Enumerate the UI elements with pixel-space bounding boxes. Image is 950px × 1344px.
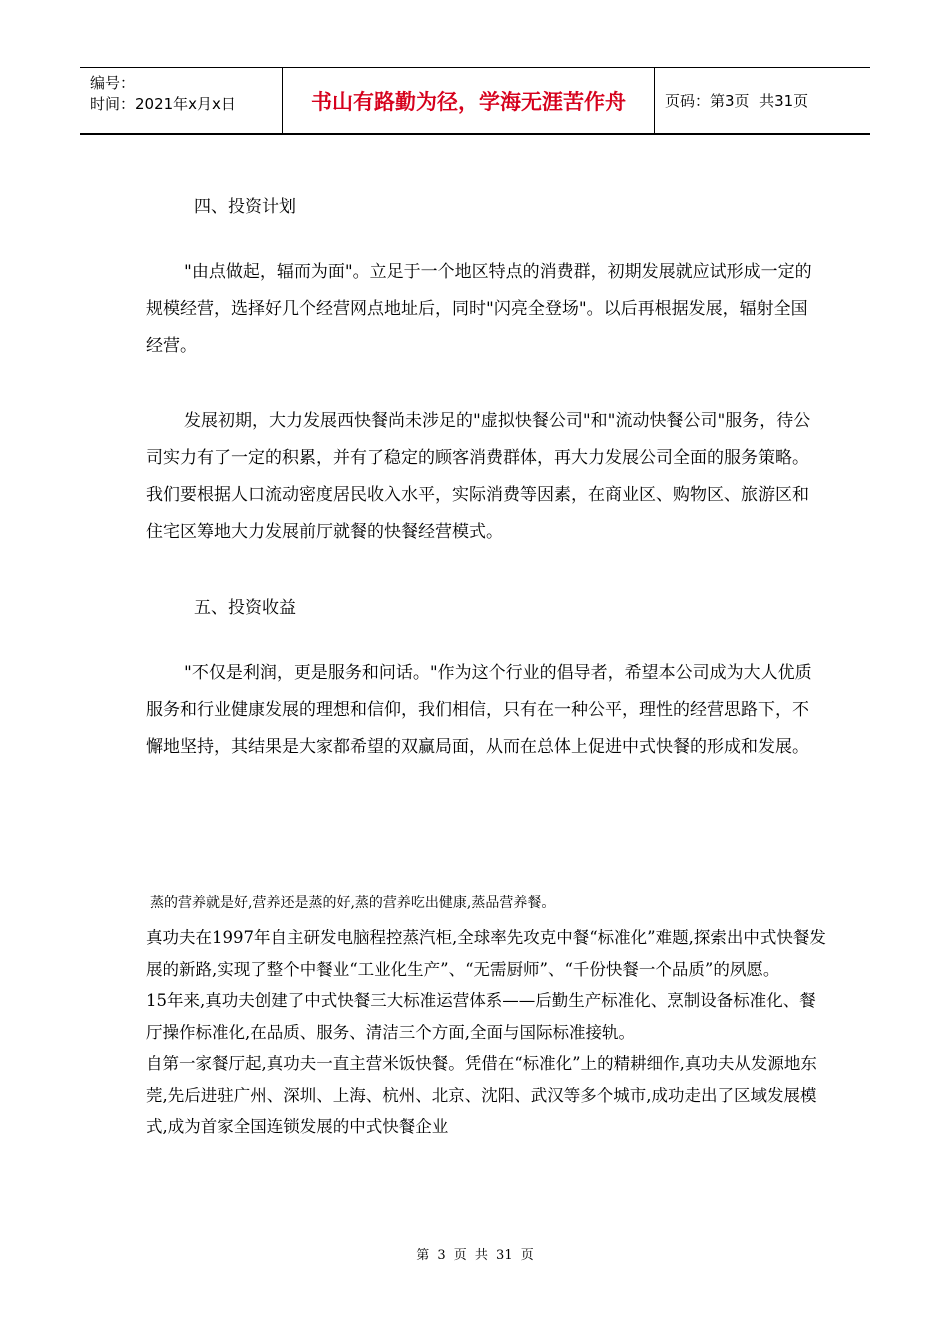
paragraph: "由点做起，辐而为面"。立足于一个地区特点的消费群，初期发展就应试形成一定的规模经营，选择好几个经营网点地址后，同时"闪亮全登场"。以后再根据发展，辐射全国经营。: [146, 262, 812, 356]
slogan-text: 蒸的营养就是好,营养还是蒸的好,蒸的营养吃出健康,蒸品营养餐。: [150, 895, 556, 911]
doc-number-label: 编号：: [90, 74, 136, 92]
intro-paragraph: 真功夫在1997年自主研发电脑程控蒸汽柜,全球率先攻克中餐“标准化”难题,探索出中式快餐发展的新路,实现了整个中餐业“工业化生产”、“无需厨师”、“千份快餐一个品质”的夙愿。: [146, 928, 826, 979]
section-title: 四、投资计划: [194, 197, 296, 217]
header-motto: 书山有路勤为径，学海无涯苦作舟: [282, 68, 655, 133]
page-header: [80, 67, 870, 135]
section-title: 五、投资收益: [194, 598, 296, 618]
intro-paragraph: 自第一家餐厅起,真功夫一直主营米饭快餐。凭借在“标准化”上的精耕细作,真功夫从发源地东莞,先后进驻广州、深圳、上海、杭州、北京、沈阳、武汉等多个城市,成功走出了区域发展模式,成为首家全国连锁发展的中式快餐企业: [146, 1054, 817, 1136]
header-page-info: 页码：第3页 共31页: [665, 92, 809, 110]
section-investment-return: [146, 589, 812, 766]
intro-paragraph: 15年来,真功夫创建了中式快餐三大标准运营体系——后勤生产标准化、烹制设备标准化、餐厅操作标准化,在品质、服务、清洁三个方面,全面与国际标准接轨。: [146, 991, 816, 1042]
section-investment-plan: [146, 188, 812, 551]
paragraph: "不仅是利润，更是服务和问话。"作为这个行业的倡导者，希望本公司成为大人优质服务和行业健康发展的理想和信仰，我们相信，只有在一种公平，理性的经营思路下，不懈地坚持，其结果是大家都希望的双赢局面，从而在总体上促进中式快餐的形成和发展。: [146, 663, 812, 757]
header-left-cell: [80, 68, 282, 133]
paragraph: 发展初期，大力发展西快餐尚未涉足的"虚拟快餐公司"和"流动快餐公司"服务，待公司实力有了一定的积累，并有了稳定的顾客消费群体，再大力发展公司全面的服务策略。我们要根据人口流动密度居民收入水平，实际消费等因素，在商业区、购物区、旅游区和住宅区筹地大力发展前厅就餐的快餐经营模式。: [146, 411, 811, 542]
page-footer: 第 3 页 共 31 页: [416, 1248, 534, 1263]
doc-time-label: 时间：2021年x月x日: [90, 95, 236, 113]
main-content: [146, 188, 812, 766]
company-intro: [146, 884, 826, 1143]
